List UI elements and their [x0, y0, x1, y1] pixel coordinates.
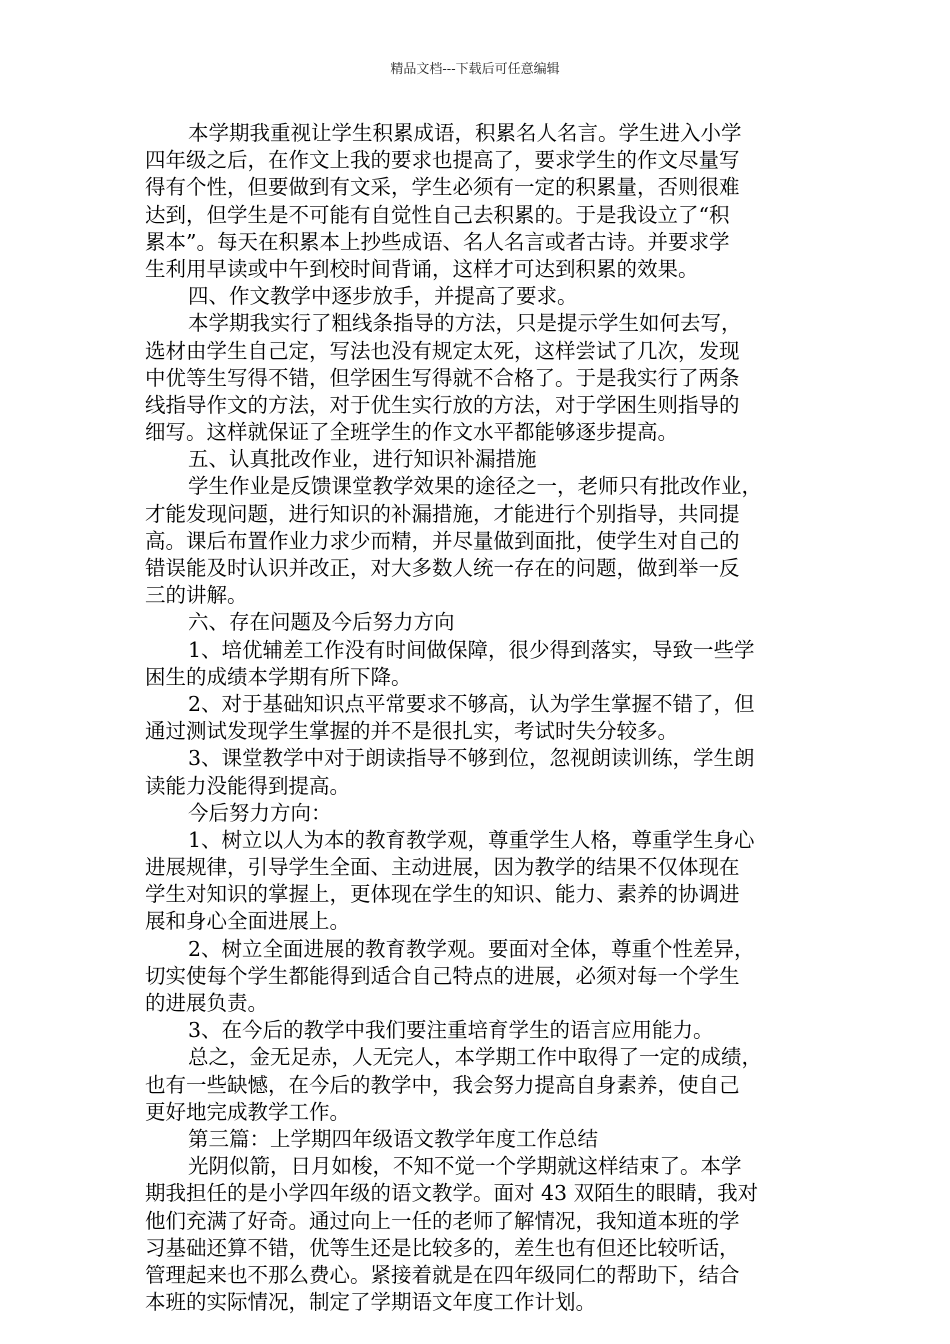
text-line: 错误能及时认识并改正，对大多数人统一存在的问题，做到举一反: [145, 556, 740, 580]
text-line: 期我担任的是小学四年级的语文教学。面对 43 双陌生的眼睛，我对: [145, 1181, 759, 1206]
text-line: 四年级之后，在作文上我的要求也提高了，要求学生的作文尽量写: [145, 148, 740, 173]
text-line: 中优等生写得不错，但学困生写得就不合格了。于是我实行了两条: [145, 365, 740, 390]
text-line: 第三篇：上学期四年级语文教学年度工作总结: [188, 1126, 598, 1151]
text-line: 才能发现问题，进行知识的补漏措施，才能进行个别指导，共同提: [145, 501, 740, 526]
text-line: 细写。这样就保证了全班学生的作文水平都能够逐步提高。: [145, 420, 678, 445]
text-line: 更好地完成教学工作。: [145, 1099, 350, 1124]
text-line: 光阴似箭，日月如梭，不知不觉一个学期就这样结束了。本学: [188, 1154, 742, 1179]
text-line: 通过测试发现学生掌握的并不是很扎实，考试时失分较多。: [145, 719, 678, 744]
text-line: 习基础还算不错，优等生还是比较多的，差生也有但还比较听话，: [145, 1235, 740, 1260]
text-line: 3、在今后的教学中我们要注重培育学生的语言应用能力。: [188, 1018, 714, 1043]
text-line: 也有一些缺憾，在今后的教学中，我会努力提高自身素养，使自己: [145, 1072, 740, 1097]
text-line: 得有个性，但要做到有文采，学生必须有一定的积累量，否则很难: [145, 175, 740, 200]
text-line: 今后努力方向：: [188, 800, 332, 825]
text-line: 2、树立全面进展的教育教学观。要面对全体，尊重个性差异，: [188, 936, 755, 961]
text-line: 他们充满了好奇。通过向上一任的老师了解情况，我知道本班的学: [145, 1208, 740, 1233]
text-line: 管理起来也不那么费心。紧接着就是在四年级同仁的帮助下，结合: [145, 1262, 740, 1287]
text-line: 三的讲解。: [145, 583, 248, 608]
text-line: 四、作文教学中逐步放手，并提高了要求。: [188, 284, 578, 309]
text-line: 累本”。每天在积累本上抄些成语、名人名言或者古诗。并要求学: [145, 229, 730, 254]
text-line: 学生对知识的掌握上，更体现在学生的知识、能力、素养的协调进: [145, 882, 740, 907]
text-line: 展和身心全面进展上。: [145, 909, 350, 934]
text-line: 3、课堂教学中对于朗读指导不够到位，忽视朗读训练，学生朗: [188, 746, 755, 771]
text-line: 线指导作文的方法，对于优生实行放的方法，对于学困生则指导的: [145, 392, 740, 417]
text-line: 2、对于基础知识点平常要求不够高，认为学生掌握不错了，但: [188, 691, 755, 716]
text-line: 本班的实际情况，制定了学期语文年度工作计划。: [145, 1290, 596, 1315]
text-line: 总之，金无足赤，人无完人，本学期工作中取得了一定的成绩，: [188, 1045, 762, 1070]
text-line: 六、存在问题及今后努力方向: [188, 610, 455, 635]
document-body: [145, 120, 820, 1316]
text-line: 学生作业是反馈课堂教学效果的途径之一，老师只有批改作业，: [188, 474, 762, 499]
text-line: 本学期我实行了粗线条指导的方法，只是提示学生如何去写，: [188, 311, 742, 336]
text-line: 困生的成绩本学期有所下降。: [145, 664, 412, 689]
text-line: 读能力没能得到提高。: [145, 773, 350, 798]
text-line: 进展规律，引导学生全面、主动进展，因为教学的结果不仅体现在: [145, 855, 740, 880]
page-header: 精品文档---下载后可任意编辑: [390, 62, 560, 77]
text-line: 切实使每个学生都能得到适合自己特点的进展，必须对每一个学生: [145, 963, 740, 988]
text-line: 高。课后布置作业力求少而精，并尽量做到面批，使学生对自己的: [145, 528, 740, 553]
text-line: 生利用早读或中午到校时间背诵，这样才可达到积累的效果。: [145, 256, 699, 281]
text-line: 1、树立以人为本的教育教学观，尊重学生人格，尊重学生身心: [188, 827, 755, 852]
text-line: 的进展负责。: [145, 991, 268, 1015]
text-line: 选材由学生自己定，写法也没有规定太死，这样尝试了几次，发现: [145, 338, 740, 363]
text-line: 本学期我重视让学生积累成语，积累名人名言。学生进入小学: [188, 121, 742, 145]
text-line: 1、培优辅差工作没有时间做保障，很少得到落实，导致一些学: [188, 637, 755, 662]
text-line: 达到，但学生是不可能有自觉性自己去积累的。于是我设立了“积: [145, 202, 730, 227]
text-line: 五、认真批改作业，进行知识补漏措施: [188, 447, 537, 472]
